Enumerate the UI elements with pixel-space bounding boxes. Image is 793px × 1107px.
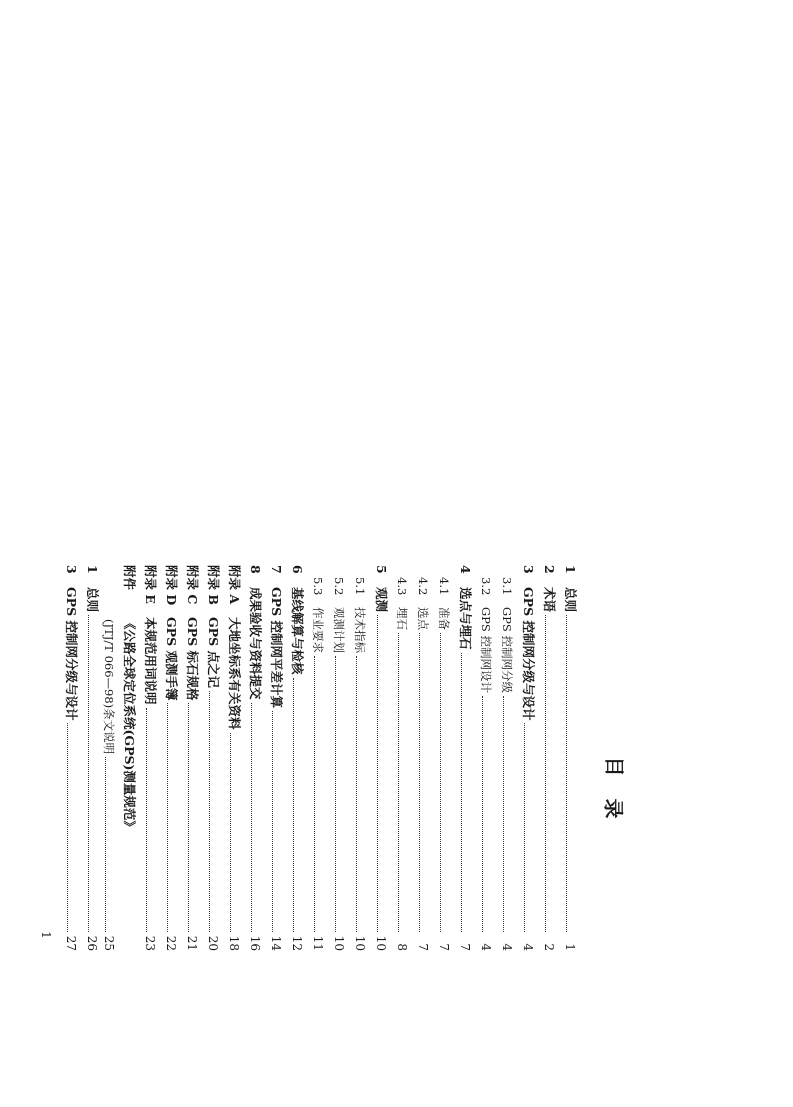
toc-entry	[100, 565, 118, 951]
toc-entry-page: 4	[500, 943, 514, 951]
toc-entry-label: 选点与埋石	[458, 587, 473, 650]
toc-entry-page: 7	[437, 943, 451, 951]
toc-entry-label: 选点	[416, 607, 430, 630]
toc-entry-number: 4.2	[416, 577, 430, 596]
toc-entry	[498, 565, 516, 951]
toc-entry-label: GPS 控制网分级与设计	[521, 587, 536, 721]
toc-entry	[204, 565, 222, 951]
toc-entry	[162, 565, 180, 951]
toc-entry-number: 3.2	[479, 577, 493, 596]
toc-entry-label: 大地坐标系有关资料	[227, 617, 242, 730]
toc-entry-number: 8	[248, 565, 263, 574]
toc-entry	[414, 565, 432, 951]
toc-entry-page: 4	[521, 943, 535, 951]
dot-leader	[378, 615, 385, 932]
toc-entry-label: 本规范用词说明	[143, 617, 158, 705]
toc-entry-number: 2	[542, 565, 557, 574]
toc-entry-page: 18	[227, 935, 241, 951]
toc-entry-label: 观测	[374, 587, 389, 613]
toc-entry-line	[330, 565, 348, 951]
dot-leader	[273, 711, 280, 932]
dot-leader	[462, 653, 469, 932]
toc-entry-line	[141, 565, 159, 951]
toc-entry-number: 附录 B	[206, 565, 221, 605]
toc-entry-page: 4	[479, 943, 493, 951]
toc-entry-line	[246, 565, 264, 951]
toc-entry-line	[477, 565, 495, 951]
dot-leader	[504, 696, 511, 932]
dot-leader	[252, 703, 259, 932]
toc-entry-line	[372, 565, 390, 951]
toc-entry-line	[435, 565, 453, 951]
dot-leader	[357, 656, 364, 932]
toc-entry-number: 附录 E	[143, 565, 158, 604]
toc-entry-line	[309, 565, 327, 951]
toc-entry	[288, 565, 306, 951]
toc-entry-label: GPS 点之记	[206, 617, 221, 688]
dot-leader	[525, 723, 532, 932]
dot-leader	[483, 696, 490, 932]
dot-leader	[399, 633, 406, 932]
toc-entry-number: 7	[269, 565, 284, 574]
toc-entry-line	[393, 565, 411, 951]
toc-entry-page: 27	[64, 935, 78, 951]
dot-leader	[189, 703, 196, 932]
toc-entry-page: 8	[395, 943, 409, 951]
toc-entry-number: 6	[290, 565, 305, 574]
toc-entry-line	[83, 565, 101, 951]
toc-entry-label: 埋石	[395, 607, 409, 630]
toc-entry-page: 2	[542, 943, 556, 951]
toc-entry-page: 10	[332, 935, 346, 951]
toc-entry	[372, 565, 390, 951]
toc-entry-line	[540, 565, 558, 951]
toc-entry-page: 10	[353, 935, 367, 951]
toc-entry-page: 11	[311, 935, 325, 951]
toc-entry-line	[100, 565, 118, 951]
toc-entry	[519, 565, 537, 951]
toc-entry	[62, 565, 80, 951]
toc-entry-label: (JTJ/T 066—98)条文说明	[102, 619, 116, 755]
toc-entry-label: GPS 控制网分级与设计	[64, 587, 79, 721]
toc-entry-page: 23	[143, 935, 157, 951]
toc-entry-line	[225, 565, 243, 951]
toc-entry-page: 25	[102, 935, 116, 951]
toc-entry-number: 4.3	[395, 577, 409, 596]
toc-entry-number: 4.1	[437, 577, 451, 596]
toc-entry	[393, 565, 411, 951]
dot-leader	[336, 656, 343, 932]
toc-entry	[351, 565, 369, 951]
toc-entry-label: GPS 标石规格	[185, 617, 200, 701]
toc-entry-line	[414, 565, 432, 951]
toc-entry-number: 5.3	[311, 577, 325, 596]
toc-entry-line	[62, 565, 80, 951]
toc-entry-line	[267, 565, 285, 951]
toc-entry-number: 1	[563, 565, 578, 574]
toc-entry-label: 作业要求	[311, 607, 325, 653]
toc-entry-label: 基线解算与检核	[290, 587, 305, 675]
dot-leader	[106, 757, 113, 932]
toc-entry-number: 1	[85, 565, 100, 574]
dot-leader	[147, 708, 154, 932]
toc-entry-number: 3	[521, 565, 536, 574]
toc-entry-label: GPS 控制网分级	[500, 607, 514, 693]
dot-leader	[567, 615, 574, 932]
toc-entry-page: 22	[164, 935, 178, 951]
toc-entry	[141, 565, 159, 951]
toc-entry-page: 16	[248, 935, 262, 951]
toc-entry-line	[120, 565, 138, 951]
toc-entry	[477, 565, 495, 951]
toc-entry-label: 成果验收与资料提交	[248, 587, 263, 700]
dot-leader	[68, 723, 75, 932]
toc-entry-label: 准备	[437, 607, 451, 630]
toc-entry-page: 21	[185, 935, 199, 951]
toc-entry-number: 5.1	[353, 577, 367, 596]
toc-entry	[330, 565, 348, 951]
toc-entry-line	[162, 565, 180, 951]
toc-entry	[120, 565, 138, 951]
toc-title-char-2: 录	[601, 798, 626, 819]
dot-leader	[168, 703, 175, 932]
toc-entry-number: 附录 D	[164, 565, 179, 606]
toc-entry-label: GPS 控制网设计	[479, 607, 493, 693]
toc-entry-label: GPS 观测手簿	[164, 617, 179, 701]
toc-entry	[246, 565, 264, 951]
toc-entry	[267, 565, 285, 951]
dot-leader	[294, 678, 301, 932]
dot-leader	[546, 615, 553, 932]
toc-entry-number: 3.1	[500, 577, 514, 596]
toc-entry-page: 7	[416, 943, 430, 951]
toc-entry	[540, 565, 558, 951]
toc-entry-label: 观测计划	[332, 607, 346, 653]
toc-entry-label: 术语	[542, 587, 557, 613]
dot-leader	[441, 633, 448, 932]
toc-entry-page: 10	[374, 935, 388, 951]
dot-leader	[231, 733, 238, 932]
toc-entry-line	[561, 565, 579, 951]
toc-entry-label: 《公路全球定位系统(GPS)测量规范》	[122, 617, 137, 833]
toc-entry-page: 1	[563, 943, 577, 951]
toc-entry-number: 4	[458, 565, 473, 574]
toc-entry-line	[351, 565, 369, 951]
toc-entry-label: 总则	[563, 587, 578, 613]
toc-entry-number: 附件	[122, 565, 137, 591]
toc-entry-number: 3	[64, 565, 79, 574]
toc-entry-number: 附录 A	[227, 565, 242, 605]
toc-entry-page: 26	[85, 935, 99, 951]
toc-entry	[561, 565, 579, 951]
toc-entry-line	[288, 565, 306, 951]
toc-entry-page: 7	[458, 943, 472, 951]
toc-entry	[456, 565, 474, 951]
toc-title-char-1: 目	[602, 756, 627, 777]
toc-entry-number: 5	[374, 565, 389, 574]
dot-leader	[315, 656, 322, 932]
toc-entry-page: 20	[206, 935, 220, 951]
toc-entry-line	[498, 565, 516, 951]
toc-entry-number: 5.2	[332, 577, 346, 596]
toc-entry-page: 14	[269, 935, 283, 951]
dot-leader	[89, 615, 96, 932]
dot-leader	[420, 633, 427, 932]
toc-entry-line	[519, 565, 537, 951]
toc-entry	[183, 565, 201, 951]
toc-entry	[83, 565, 101, 951]
toc-entry-line	[204, 565, 222, 951]
toc-entry-line	[456, 565, 474, 951]
toc-entry-number: 附录 C	[185, 565, 200, 605]
toc-entry-label: GPS 控制网平差计算	[269, 587, 284, 708]
toc-entry	[225, 565, 243, 951]
toc-entry-label: 总则	[85, 587, 100, 613]
toc-entry-label: 技术指标	[353, 607, 367, 653]
toc-entry-line	[183, 565, 201, 951]
toc-entry	[435, 565, 453, 951]
toc-entry-page: 12	[290, 935, 304, 951]
dot-leader	[210, 691, 217, 932]
toc-entry	[309, 565, 327, 951]
page-number: 1	[38, 931, 53, 939]
